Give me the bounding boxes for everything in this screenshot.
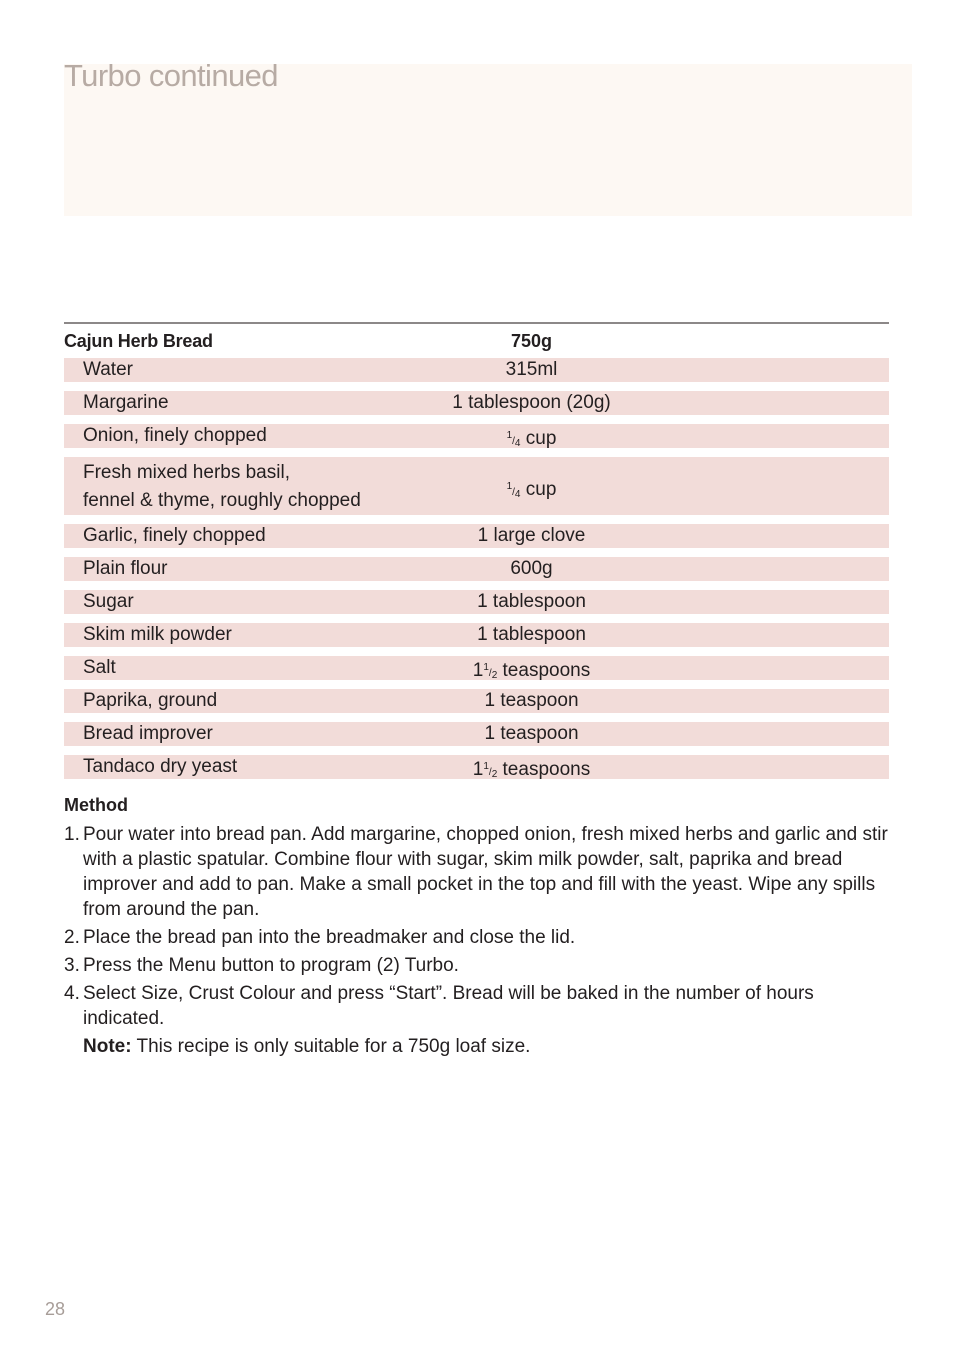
note-label: Note: bbox=[83, 1036, 132, 1057]
fraction: $^1/_4$ bbox=[506, 481, 521, 500]
ingredient-name: Sugar bbox=[83, 591, 134, 612]
ingredient-qty: $1^1/_2$ teaspoons bbox=[472, 759, 591, 780]
ingredient-qty: 315ml bbox=[505, 359, 558, 380]
ingredient-qty: 1 large clove bbox=[477, 525, 586, 546]
fraction: $^1/_2$ bbox=[483, 662, 498, 681]
ingredient-row bbox=[64, 557, 889, 581]
method-steps bbox=[64, 822, 894, 1062]
ingredient-row bbox=[64, 524, 889, 548]
ingredient-name: Tandaco dry yeast bbox=[83, 756, 238, 777]
page-title: Turbo continued bbox=[64, 58, 278, 93]
step-number: 3. bbox=[64, 955, 80, 976]
ingredient-row bbox=[64, 689, 889, 713]
ingredient-row bbox=[64, 656, 889, 680]
ingredient-row bbox=[64, 722, 889, 746]
ingredient-name: Margarine bbox=[83, 392, 169, 413]
ingredient-row bbox=[64, 424, 889, 448]
fraction: $^1/_4$ bbox=[506, 430, 521, 449]
ingredient-name: Fresh mixed herbs basil, fennel & thyme, roughly chopped bbox=[83, 462, 361, 511]
ingredient-name: Water bbox=[83, 359, 133, 380]
ingredient-qty: 1 teaspoon bbox=[484, 723, 579, 744]
ingredient-name: Plain flour bbox=[83, 558, 168, 579]
step-number: 2. bbox=[64, 927, 80, 948]
step-number: 1. bbox=[64, 824, 80, 845]
ingredient-name: Bread improver bbox=[83, 723, 213, 744]
ingredient-row bbox=[64, 623, 889, 647]
ingredient-qty: $^1/_4$ cup bbox=[506, 428, 557, 449]
ingredient-qty: 1 tablespoon bbox=[477, 591, 586, 612]
ingredient-qty: 1 tablespoon (20g) bbox=[452, 392, 611, 413]
ingredient-name: Garlic, finely chopped bbox=[83, 525, 266, 546]
method-step bbox=[64, 953, 894, 978]
recipe-size: 750g bbox=[510, 331, 553, 351]
method-step bbox=[64, 981, 894, 1031]
ingredient-qty: 600g bbox=[510, 558, 553, 579]
method-step bbox=[64, 925, 894, 950]
step-number: 4. bbox=[64, 983, 80, 1004]
recipe-header bbox=[64, 324, 889, 358]
ingredient-name: Onion, finely chopped bbox=[83, 425, 267, 446]
step-text: Press the Menu button to program (2) Turbo. bbox=[83, 955, 459, 976]
ingredient-qty: $1^1/_2$ teaspoons bbox=[472, 660, 591, 681]
ingredient-row bbox=[64, 358, 889, 382]
ingredient-qty: 1 teaspoon bbox=[484, 690, 579, 711]
ingredient-name: Paprika, ground bbox=[83, 690, 218, 711]
step-text: Select Size, Crust Colour and press “Start”. Bread will be baked in the number of hours indicated. bbox=[83, 983, 814, 1029]
ingredient-name: Skim milk powder bbox=[83, 624, 232, 645]
ingredient-row bbox=[64, 590, 889, 614]
recipe-table bbox=[64, 322, 889, 788]
step-text: Place the bread pan into the breadmaker and close the lid. bbox=[83, 927, 576, 948]
ingredient-row bbox=[64, 457, 889, 515]
note bbox=[64, 1034, 894, 1059]
note-text: This recipe is only suitable for a 750g loaf size. bbox=[131, 1036, 531, 1057]
method-heading: Method bbox=[64, 795, 128, 815]
step-text: Pour water into bread pan. Add margarine, chopped onion, fresh mixed herbs and garlic and stir with a plastic spatular. Combine flour with sugar, skim milk powder, salt, paprika and bread improver and add to pan. Make a small pocket in the top and fill with the yeast. Wipe any spills from around the pan. bbox=[83, 824, 888, 920]
ingredient-name: Salt bbox=[83, 657, 116, 678]
ingredient-row bbox=[64, 755, 889, 779]
page-number: 28 bbox=[45, 1299, 66, 1319]
method-step bbox=[64, 822, 894, 922]
fraction: $^1/_2$ bbox=[483, 761, 498, 780]
ingredient-row bbox=[64, 391, 889, 415]
recipe-name: Cajun Herb Bread bbox=[64, 331, 213, 351]
ingredient-qty: 1 tablespoon bbox=[477, 624, 586, 645]
ingredient-qty: $^1/_4$ cup bbox=[506, 479, 557, 500]
